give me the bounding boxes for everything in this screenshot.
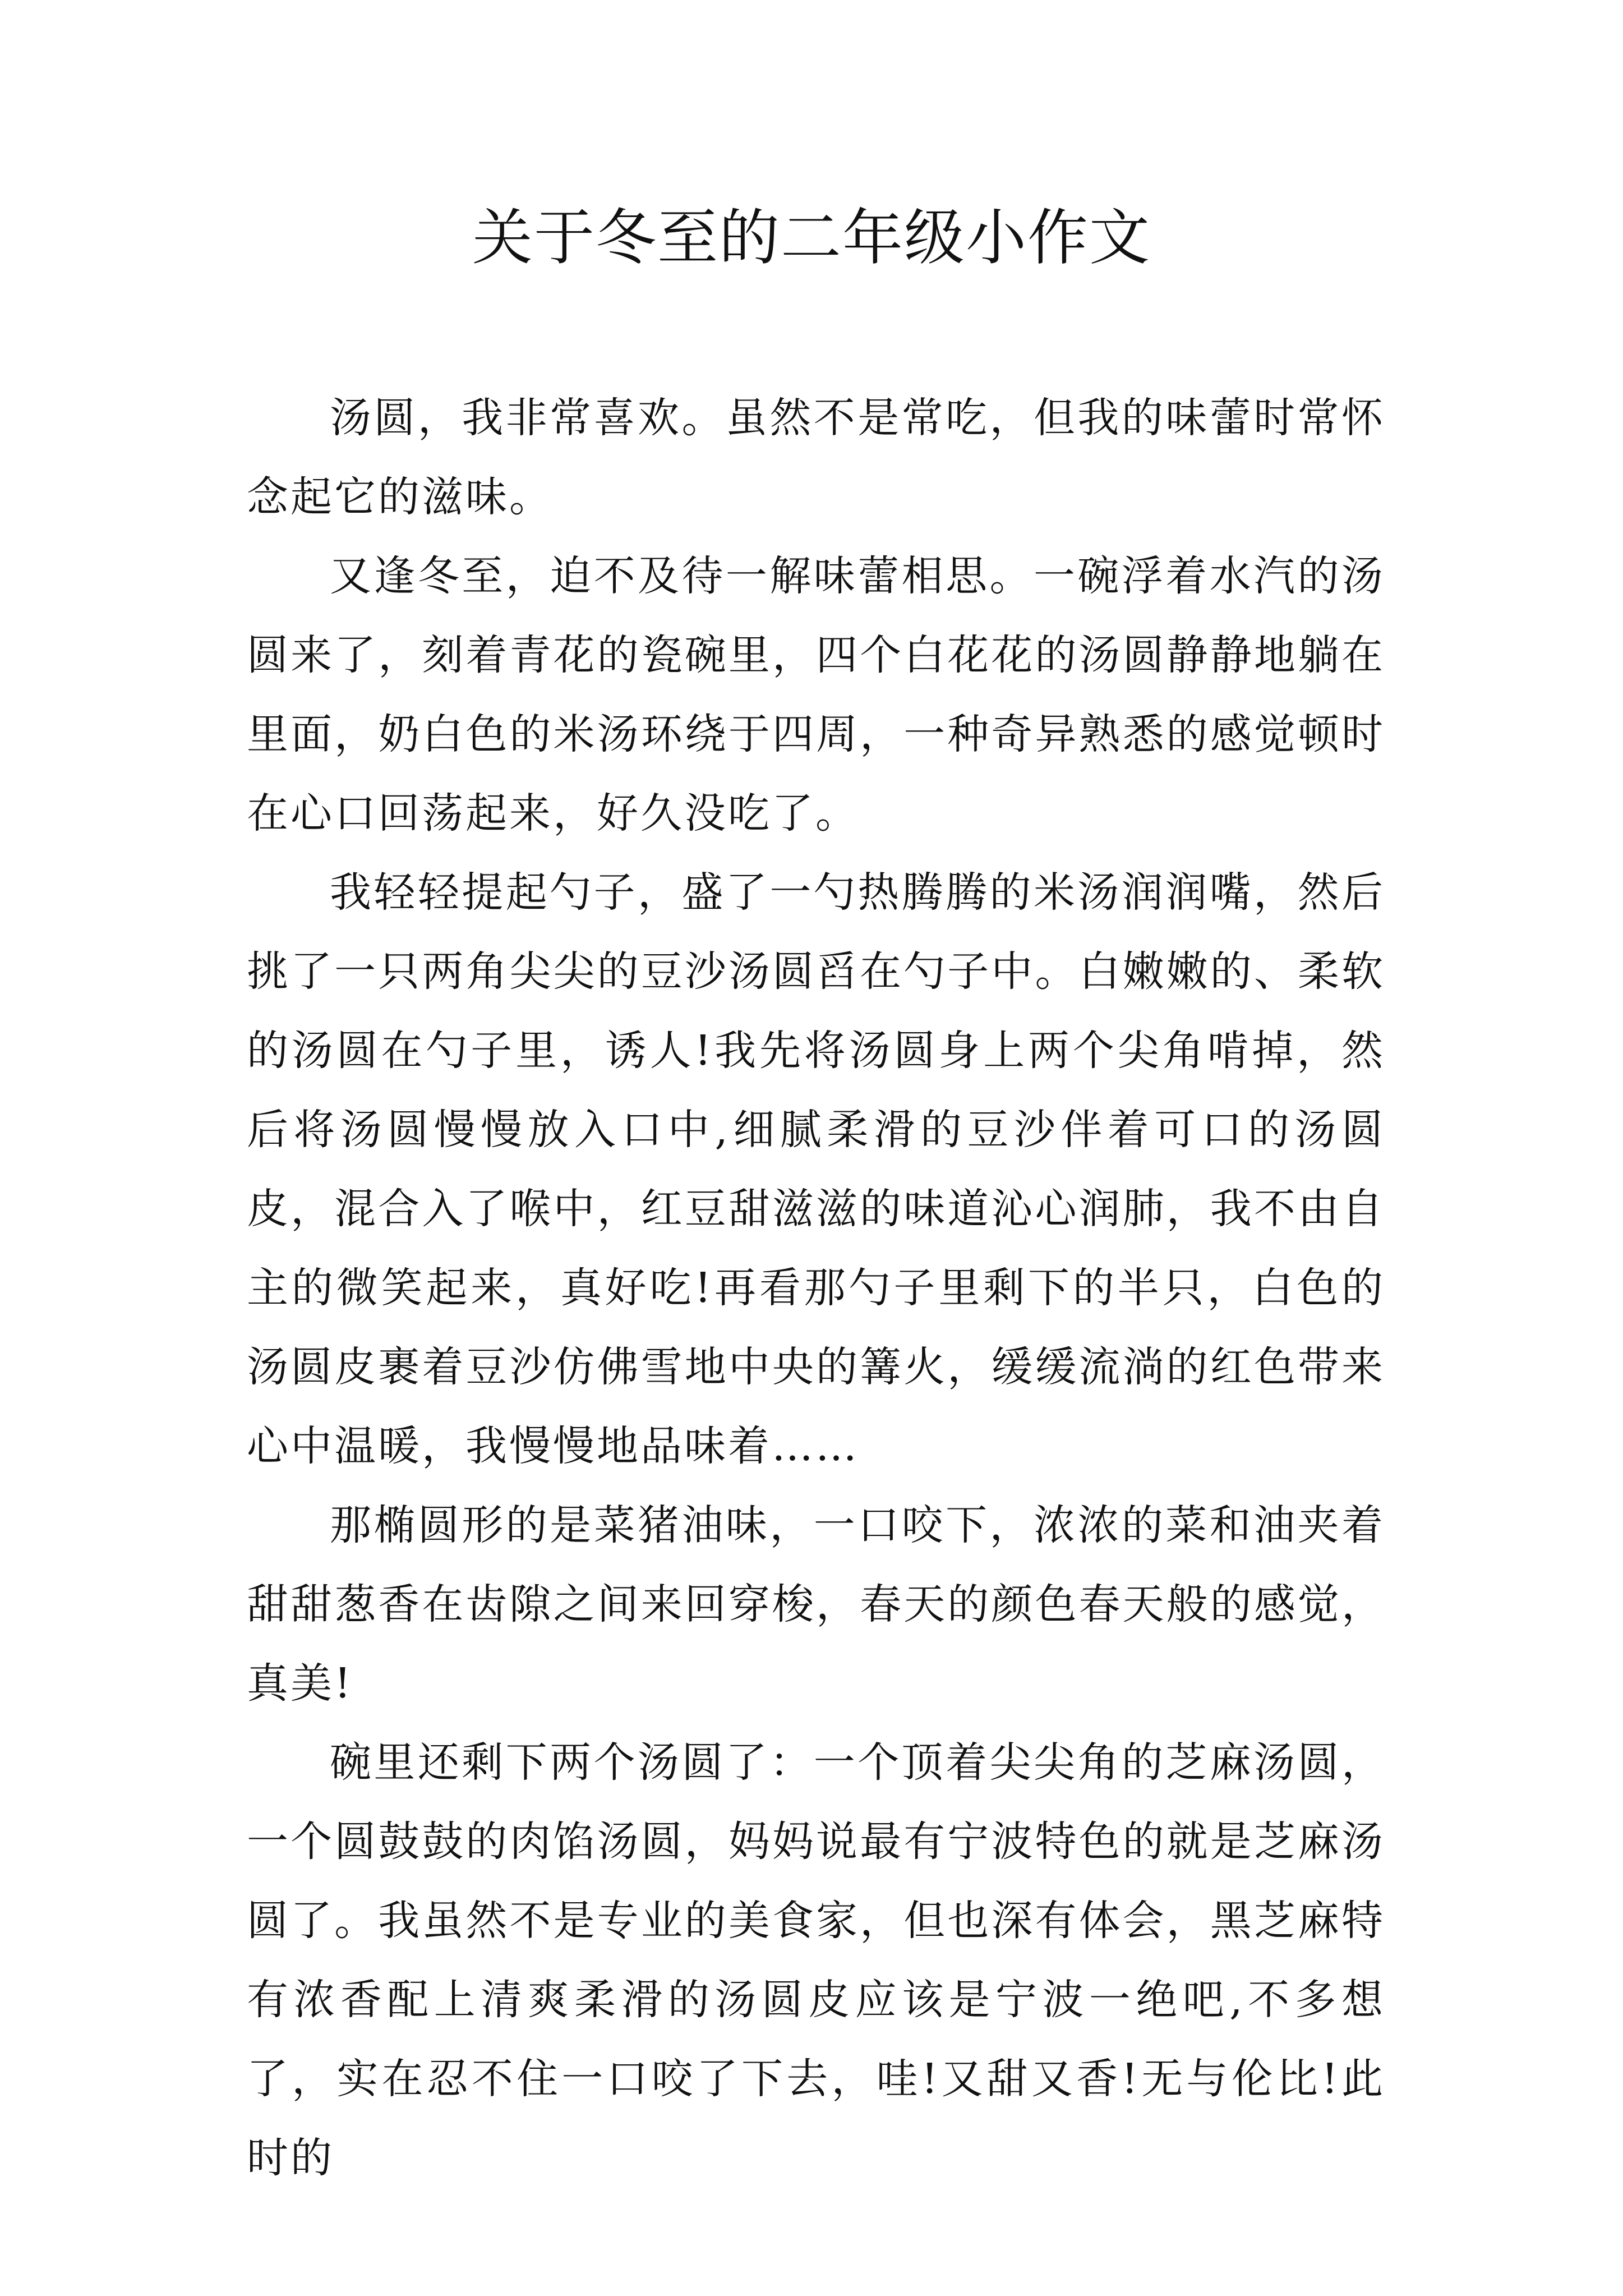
paragraph: 碗里还剩下两个汤圆了：一个顶着尖尖角的芝麻汤圆，一个圆鼓鼓的肉馅汤圆，妈妈说最有宁波特色的就是芝麻汤圆了。我虽然不是专业的美食家，但也深有体会，黑芝麻特有浓香配上清爽柔滑的汤圆皮应该是宁波一绝吧,不多想了，实在忍不住一口咬了下去，哇!又甜又香!无与伦比!此时的 [247, 1738, 1385, 2182]
paragraph: 那椭圆形的是菜猪油味，一口咬下，浓浓的菜和油夹着甜甜葱香在齿隙之间来回穿梭，春天的颜色春天般的感觉，真美! [247, 1501, 1385, 1708]
paragraph: 又逢冬至，迫不及待一解味蕾相思。一碗浮着水汽的汤圆来了，刻着青花的瓷碗里，四个白花花的汤圆静静地躺在里面，奶白色的米汤环绕于四周，一种奇异熟悉的感觉顿时在心口回荡起来，好久没吃了。 [247, 552, 1385, 838]
paragraph: 我轻轻提起勺子，盛了一勺热腾腾的米汤润润嘴，然后挑了一只两角尖尖的豆沙汤圆舀在勺子中。白嫩嫩的、柔软的汤圆在勺子里，诱人!我先将汤圆身上两个尖角啃掉，然后将汤圆慢慢放入口中,细腻柔滑的豆沙伴着可口的汤圆皮，混合入了喉中，红豆甜滋滋的味道沁心润肺，我不由自主的微笑起来，真好吃!再看那勺子里剩下的半只，白色的汤圆皮裹着豆沙仿佛雪地中央的篝火，缓缓流淌的红色带来心中温暖，我慢慢地品味着…… [247, 868, 1385, 1470]
document-body [247, 379, 1385, 2198]
document-title: 关于冬至的二年级小作文 [472, 203, 1151, 273]
paragraph: 汤圆，我非常喜欢。虽然不是常吃，但我的味蕾时常怀念起它的滋味。 [247, 394, 1385, 521]
